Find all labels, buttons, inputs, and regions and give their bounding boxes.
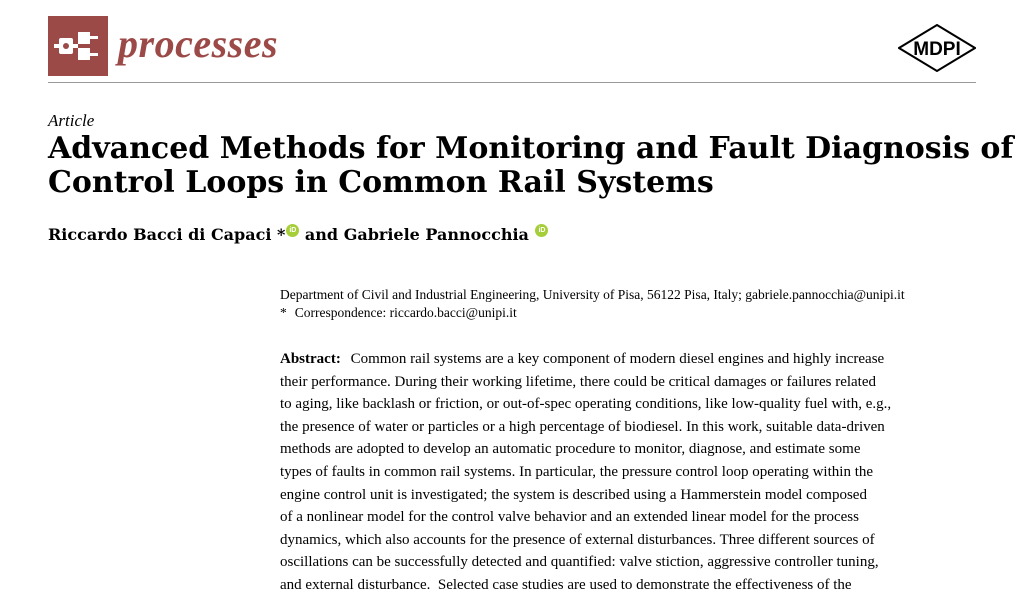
title-line: Control Loops in Common Rail Systems — [48, 165, 714, 200]
abstract-line — [280, 348, 980, 371]
orcid-icon[interactable] — [286, 224, 299, 237]
article-title — [48, 131, 1014, 200]
author-name[interactable]: Gabriele Pannocchia — [343, 225, 529, 244]
correspondence-text: Correspondence: riccardo.bacci@unipi.it — [294, 305, 517, 320]
abstract-line: oscillations can be successfully detected and quantified: valve stiction, aggressive controller tuning, — [280, 554, 879, 571]
abstract-line: of a nonlinear model for the control valve behavior and an extended linear model for the process — [280, 509, 859, 526]
publisher-logo-icon — [898, 24, 976, 72]
abstract-line: their performance. During their working lifetime, there could be critical damages or failures related — [280, 373, 877, 390]
article-type: Article — [48, 111, 95, 130]
journal-logo-icon — [48, 16, 108, 76]
publisher-name: MDPI — [913, 39, 961, 60]
author-list — [48, 224, 548, 246]
abstract-line: dynamics, which also accounts for the presence of external disturbances. Three different sources of — [280, 531, 875, 548]
journal-name: processes — [118, 21, 279, 66]
abstract-line: types of faults in common rail systems. In particular, the pressure control loop operating within the — [280, 463, 874, 480]
header-divider — [48, 82, 976, 83]
abstract-line: engine control unit is investigated; the system is described using a Hammerstein model composed — [280, 486, 867, 503]
abstract-line: the presence of water or particles or a high percentage of biodiesel. In this work, suitable data-driven — [280, 418, 885, 435]
abstract-text: Common rail systems are a key component of modern diesel engines and highly increase — [350, 351, 885, 367]
title-line: Advanced Methods for Monitoring and Fault Diagnosis of — [48, 131, 1014, 166]
correspondence-marker: * — [280, 305, 287, 320]
author-separator: and — [299, 225, 344, 244]
abstract-label: Abstract: — [280, 351, 341, 367]
abstract-line: and external disturbance. Selected case studies are used to demonstrate the effectiveness of the — [280, 576, 852, 593]
affiliation: Department of Civil and Industrial Engineering, University of Pisa, 56122 Pisa, Italy; gabriele.pannocchia@unipi.it — [280, 287, 905, 302]
abstract-line: methods are adopted to develop an automatic procedure to monitor, diagnose, and estimate some — [280, 441, 861, 458]
abstract-line: to aging, like backlash or friction, or out-of-spec operating conditions, like low-quality fuel with, e.g., — [280, 396, 892, 413]
orcid-icon[interactable] — [535, 224, 548, 237]
abstract — [280, 348, 980, 597]
author-name[interactable]: Riccardo Bacci di Capaci * — [48, 225, 286, 244]
correspondence — [280, 304, 517, 322]
